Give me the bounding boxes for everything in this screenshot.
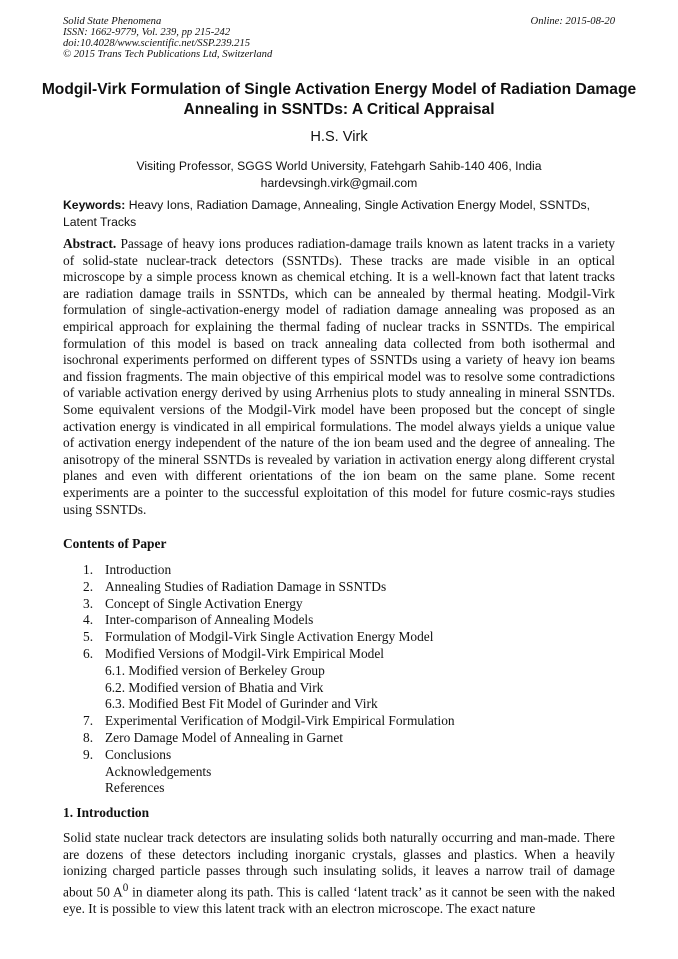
journal-name: Solid State Phenomena xyxy=(63,16,162,27)
list-item xyxy=(83,713,455,730)
item-number: 7. xyxy=(83,713,94,729)
item-label: Modified Versions of Modgil-Virk Empirical Model xyxy=(105,645,384,661)
item-label: Inter-comparison of Annealing Models xyxy=(105,612,314,628)
list-item xyxy=(83,780,455,797)
paper-title: Modgil-Virk Formulation of Single Activation Energy Model of Radiation Damage Annealing in SSNTDs: A Critical Appraisal xyxy=(41,81,637,118)
list-item xyxy=(83,612,455,629)
keywords-label: Keywords: xyxy=(63,198,126,212)
list-item xyxy=(83,562,455,579)
introduction-text xyxy=(63,830,615,917)
item-label: Introduction xyxy=(105,562,172,577)
author-name: H.S. Virk xyxy=(310,129,368,145)
item-number: 8. xyxy=(83,729,94,745)
list-item xyxy=(83,596,455,613)
issn-line: ISSN: 1662-9779, Vol. 239, pp 215-242 xyxy=(63,27,231,38)
list-item xyxy=(83,579,455,596)
intro-text-part1: Solid state nuclear track detectors are insulating solids both naturally occurring and man-made. There are dozens of these detectors including inorganic crystals, glasses and plastics. When a heavily ionizing charged particle passes through such insulating solids, it leaves a narrow trail of damage about 50 A xyxy=(63,830,615,900)
item-label: Zero Damage Model of Annealing in Garnet xyxy=(105,729,343,745)
list-item xyxy=(83,730,455,747)
item-number: 1. xyxy=(83,562,94,577)
list-item xyxy=(83,680,455,697)
item-number: 4. xyxy=(83,612,94,628)
item-label: Acknowledgements xyxy=(105,763,212,779)
introduction-heading: 1. Introduction xyxy=(63,805,150,820)
keywords xyxy=(63,197,615,231)
item-label: Concept of Single Activation Energy xyxy=(105,595,303,611)
online-date: Online: 2015-08-20 xyxy=(530,16,615,27)
doi-line: doi:10.4028/www.scientific.net/SSP.239.215 xyxy=(63,38,251,49)
item-label: Annealing Studies of Radiation Damage in SSNTDs xyxy=(105,578,387,594)
item-number: 5. xyxy=(83,629,94,645)
list-item xyxy=(83,663,455,680)
contents-heading: Contents of Paper xyxy=(63,536,167,551)
list-item xyxy=(83,646,455,663)
superscript: 0 xyxy=(122,881,129,894)
item-label: Experimental Verification of Modgil-Virk Empirical Formulation xyxy=(105,713,455,729)
item-label: Formulation of Modgil-Virk Single Activation Energy Model xyxy=(105,629,434,645)
item-number: 3. xyxy=(83,595,94,611)
item-label: 6.2. Modified version of Bhatia and Virk xyxy=(105,679,324,695)
list-item xyxy=(83,764,455,781)
item-number: 2. xyxy=(83,578,94,594)
list-item xyxy=(83,747,455,764)
contents-list xyxy=(83,562,455,797)
abstract-text: Passage of heavy ions produces radiation-damage trails known as latent tracks in a variety of solid-state nuclear-track detectors (SSNTDs). These tracks are made visible in an optical microscope by a simple process known as chemical etching. It is a well-known fact that latent tracks are radiation damage trails in SSNTDs, which can be annealed by thermal heating. Modgil-Virk formulation of single-activation-energy model of radiation damage annealing was proposed as an empirical approach for explaining the thermal fading of nuclear tracks in SSNTDs. The empirical formulation of this model is based on track annealing data collected from both isothermal and isochronal experiments performed on different types of SSNTDs using a variety of heavy ion beams and fission fragments. The main objective of this empirical model was to resolve some contradictions of variable activation energy derived by using Arrhenius plots to study annealing in mineral SSNTDs. Some equivalent versions of the Modgil-Virk model have been proposed but the concept of single activation energy is vindicated in all empirical formulations. The model always yields a unique value of activation energy independent of the nature of the ion beam used and the degree of annealing. The anisotropy of the mineral SSNTDs is revealed by variation in activation energy along different crystal planes and even with different orientations of the ion beam on the same plane. Some recent experiments are a pointer to the successful exploitation of this model for future cosmic-rays studies using SSNTDs. xyxy=(63,236,615,517)
list-item xyxy=(83,696,455,713)
keywords-text: Heavy Ions, Radiation Damage, Annealing, Single Activation Energy Model, SSNTDs, Latent Tracks xyxy=(63,198,591,229)
list-item xyxy=(83,629,455,646)
item-label: Conclusions xyxy=(105,746,172,762)
item-number: 6. xyxy=(83,645,94,661)
abstract-label: Abstract. xyxy=(63,236,117,251)
journal-header xyxy=(63,16,272,60)
item-label: 6.3. Modified Best Fit Model of Gurinder and Virk xyxy=(105,696,378,712)
item-label: References xyxy=(105,780,165,796)
affiliation: Visiting Professor, SGGS World University, Fatehgarh Sahib-140 406, India xyxy=(136,159,542,173)
copyright-line: © 2015 Trans Tech Publications Ltd, Switzerland xyxy=(63,49,273,60)
abstract xyxy=(63,236,615,518)
item-number: 9. xyxy=(83,746,94,762)
item-label: 6.1. Modified version of Berkeley Group xyxy=(105,662,325,678)
author-email: hardevsingh.virk@gmail.com xyxy=(260,176,418,190)
intro-text-part2: in diameter along its path. This is called ‘latent track’ as it cannot be seen with the naked eye. It is possible to view this latent track with an electron microscope. The exact nature xyxy=(63,884,615,916)
affiliation-block xyxy=(0,158,678,192)
